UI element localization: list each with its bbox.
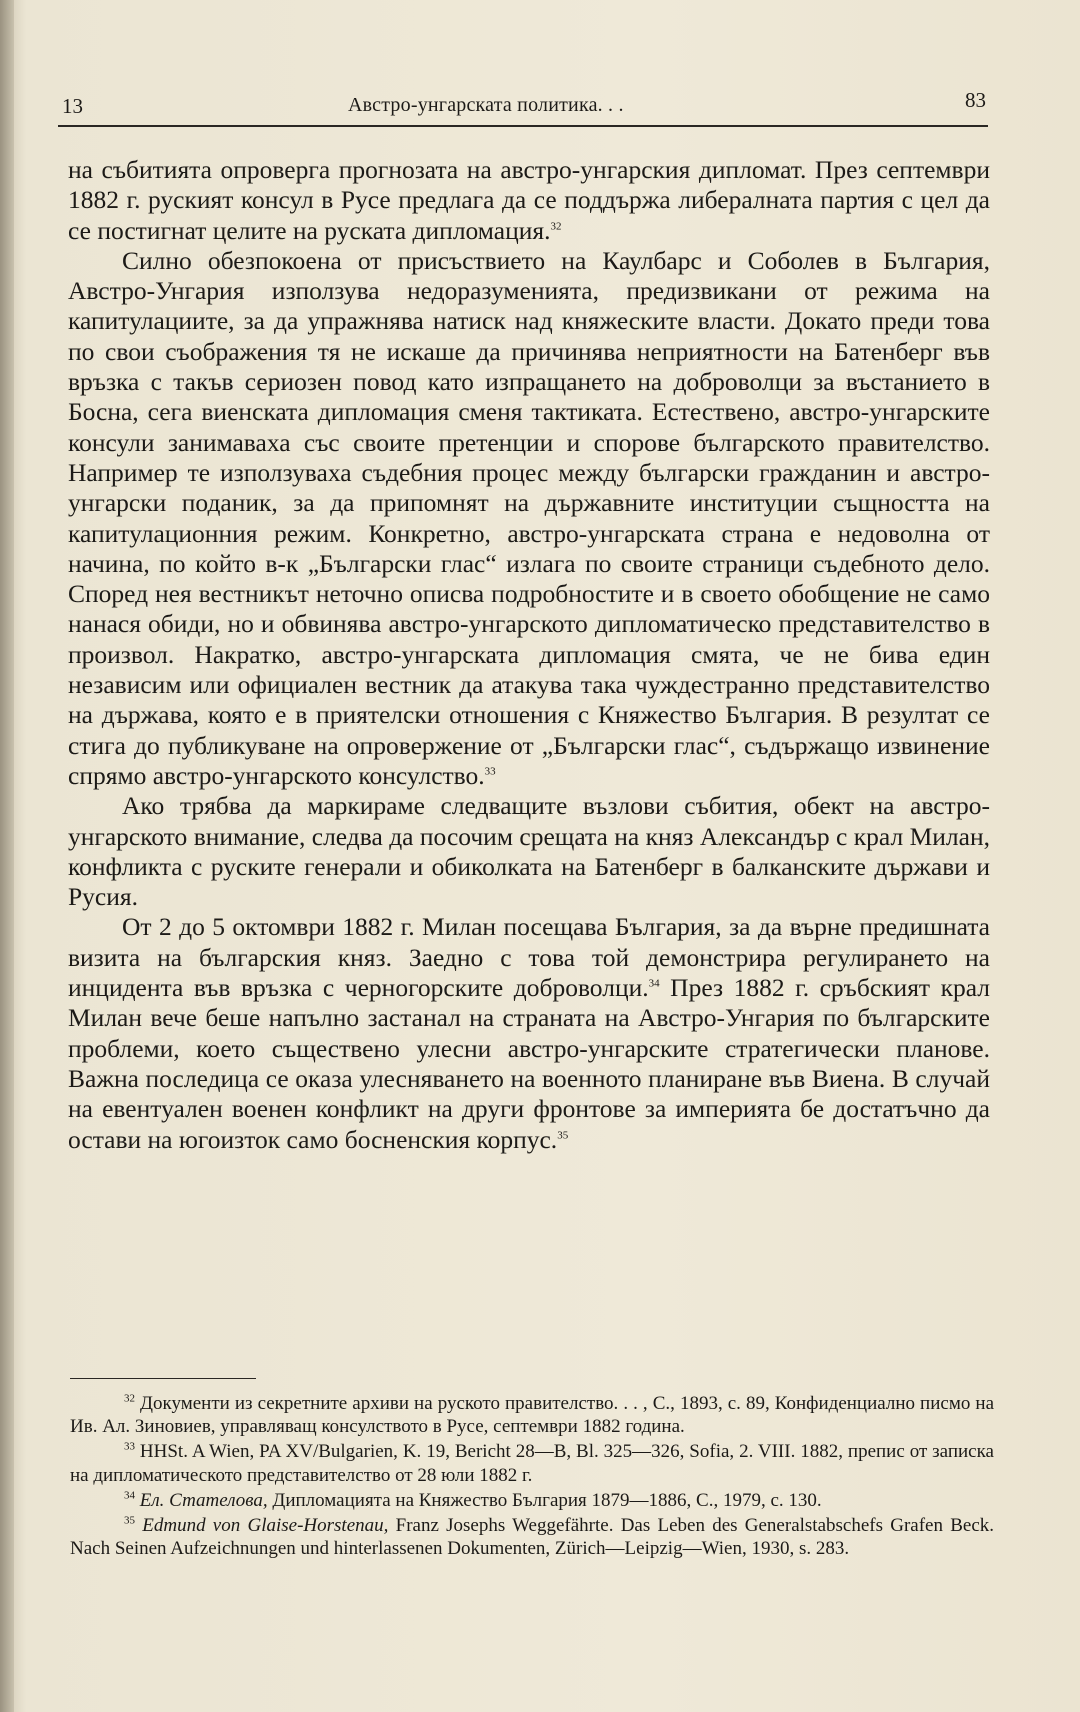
footnote-rule	[70, 1378, 256, 1379]
running-title: Австро-унгарската политика. . .	[348, 94, 624, 116]
main-text	[68, 155, 990, 1155]
paragraph-4-text-a: От 2 до 5 октомври 1882 г. Милан посещава България, за да върне предишната визита на българския княз. Заедно с това той демонстрира регулирането на инцидента във връзка с черногорските доброволци.	[68, 912, 990, 1003]
paragraph-4-text-b: През 1882 г. сръбският крал Милан вече беше напълно застанал на страната на Австро-Унгария по българските проблеми, което съществено улесни австро-унгарските стратегически планове. Важна последица се оказа улесняването на военното планиране във Виена. В случай на евентуален военен конфликт на други фронтове за империята бе достатъчно да остави на югоизток само босненския корпус.	[68, 973, 991, 1154]
page-header	[62, 88, 986, 128]
paragraph-2-text: Силно обезпокоена от присъствието на Каулбарс и Соболев в България, Австро-Унгария използува недоразуменията, предизвикани от режима на капитулациите, за да упражнява натиск над княжеските власти. Докато преди това по свои съображения тя не искаше да причинява неприятности на Батенберг във връзка с такъв сериозен повод като изпращането на доброволци за въстанието в Босна, сега виенската дипломация сменя тактиката. Естествено, австро-унгарските консули занимаваха със своите претенции и спорове българското правителство. Например те използуваха съдебния процес между български гражданин и австро-унгарски поданик, за да припомнят на държавните институции същността на капитулационния режим. Конкретно, австро-унгарската страна е недоволна от начина, по който в-к „Български глас“ излага по своите страници съдебното дело. Според нея вестникът неточно описва подробностите и в своето обобщение не само нанася обиди, но и обвинява австро-унгарското дипломатическо представителство в произвол. Накратко, австро-унгарската дипломация смята, че не бива един независим или официален вестник да атакува така чуждестранно представителство на държава, която е в приятелски отношения с Княжество България. В резултат се стига до публикуване на опровержение от „Български глас“, съдържащо извинение спрямо австро-унгарското консулство.	[68, 245, 990, 790]
footnote-mark: 35	[124, 1514, 135, 1527]
footnote-32	[70, 1392, 994, 1438]
footnote-text: Дипломацията на Княжество България 1879—1886, С., 1979, с. 130.	[267, 1489, 822, 1511]
footnote-text: Документи из секретните архиви на руското правителство. . . , С., 1893, с. 89, Конфиденциално писмо на Ив. Ал. Зиновиев, управляващ консулството в Русе, септември 1882 година.	[70, 1393, 994, 1438]
footnote-author: Ел. Стателова,	[135, 1489, 268, 1511]
footnote-ref-34: 34	[648, 977, 660, 990]
footnote-ref-33: 33	[484, 765, 496, 778]
footnote-mark: 33	[124, 1441, 135, 1454]
page-binding-shadow	[0, 0, 14, 1712]
paragraph-4	[68, 912, 990, 1154]
paragraph-1-text: на събитията опроверга прогнозата на австро-унгарския дипломат. През септември 1882 г. руският консул в Русе предлага да се поддържа либералната партия с цел да се постигнат целите на руската дипломация.	[68, 155, 990, 245]
chapter-number: 13	[62, 94, 83, 118]
footnote-33	[70, 1440, 994, 1486]
footnote-author: Edmund von Glaise-Horstenau,	[135, 1515, 389, 1537]
page-number: 83	[965, 88, 986, 112]
paragraph-1	[68, 155, 990, 246]
footnote-mark: 32	[124, 1392, 135, 1405]
paragraph-3	[68, 791, 990, 912]
paragraph-3-text: Ако трябва да маркираме следващите възлови събития, обект на австро-унгарското внимание, следва да посочим срещата на княз Александър с крал Милан, конфликта с руските генерали и обиколката на Батенберг в балканските държави и Русия.	[68, 791, 990, 912]
footnote-ref-32: 32	[550, 220, 562, 233]
footnote-34	[70, 1489, 994, 1512]
footnote-mark: 34	[124, 1489, 135, 1502]
footnote-text: HHSt. A Wien, PA XV/Bulgarien, K. 19, Bericht 28—B, Bl. 325—326, Sofia, 2. VIII. 1882, препис от записка на дипломатическото представителство от 28 юли 1882 г.	[70, 1441, 994, 1486]
header-rule	[58, 125, 988, 127]
footnote-35	[70, 1514, 994, 1560]
footnote-text: Franz Josephs Weggefährte. Das Leben des Generalstabschefs Grafen Beck. Nach Seinen Aufzeichnungen und hinterlassenen Dokumenten, Zürich—Leipzig—Wien, 1930, s. 283.	[70, 1515, 994, 1560]
footnotes	[70, 1392, 994, 1562]
paragraph-2	[68, 246, 990, 791]
footnote-ref-35: 35	[557, 1129, 569, 1141]
